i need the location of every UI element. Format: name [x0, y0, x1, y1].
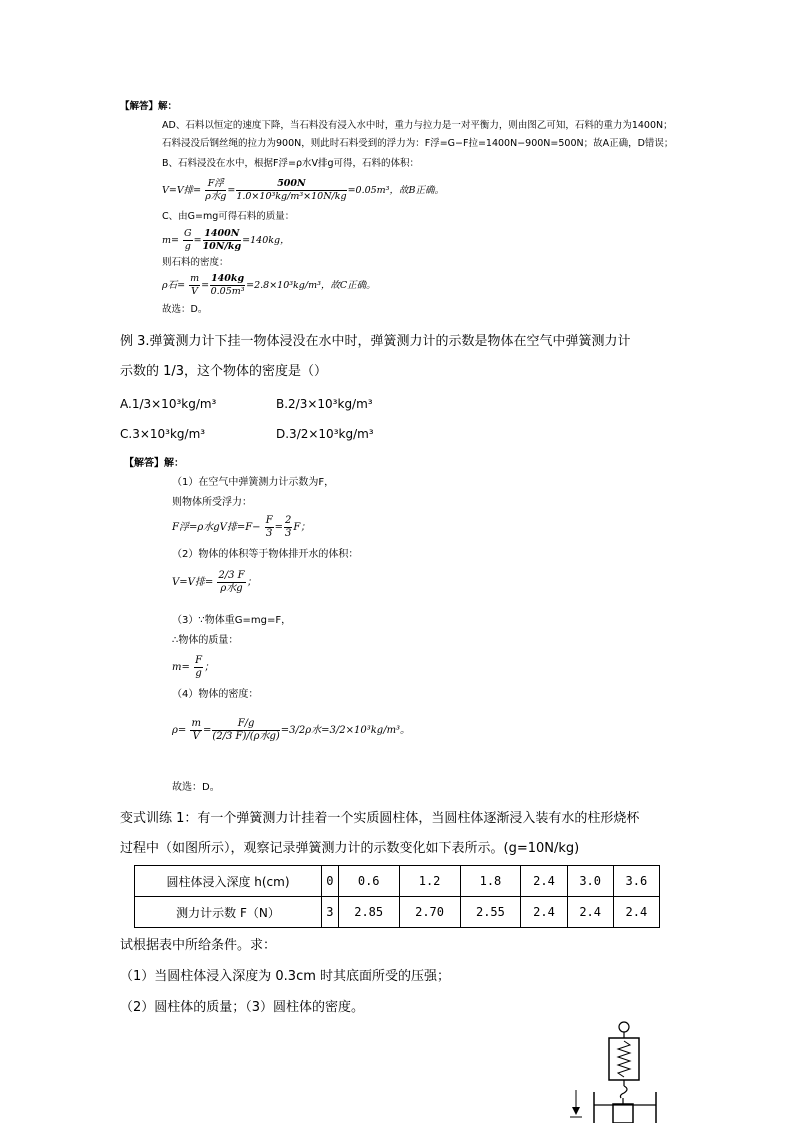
- option-d: D.3/2×10³kg/m³: [276, 427, 374, 441]
- table-cell: 2.55: [460, 897, 521, 928]
- cylinder: [613, 1104, 633, 1123]
- table-cell: 2.70: [399, 897, 460, 928]
- variant-text-line1: 变式训练 1：有一个弹簧测力计挂着一个实质圆柱体，当圆柱体逐渐浸入装有水的柱形烧杯: [120, 811, 640, 826]
- solution1-line2: 石料浸没后钢丝绳的拉力为900N，则此时石料受到的浮力为：F浮=G−F拉=1400N−900N=500N；故A正确，D错误；: [162, 138, 674, 149]
- variant-question1: （1）当圆柱体浸入深度为 0.3cm 时其底面所受的压强；: [120, 969, 451, 984]
- solution1-answer: 故选：D。: [162, 304, 208, 315]
- spring-scale-diagram: [560, 1018, 670, 1123]
- table-row: [135, 866, 660, 897]
- table-row: [135, 897, 660, 928]
- data-table: [134, 865, 660, 928]
- hook-ring: [619, 1022, 629, 1032]
- solution2-answer: 故选：D。: [172, 782, 220, 793]
- option-c: C.3×10³kg/m³: [120, 427, 206, 441]
- solution1-formula-volume: V=V排= $\frac{\text{F浮}}{\text{ρ水g}}$ = $\frac{500N}{\text{1.0×10³kg/m³×10N/kg}}$ =0.05m³，故B正确。: [162, 178, 444, 202]
- solution2-step1b: 则物体所受浮力：: [172, 497, 252, 508]
- solution2-step3: （3）∵物体重G=mg=F，: [172, 615, 292, 626]
- solution1-line1: AD、石料以恒定的速度下降，当石料没有浸入水中时，重力与拉力是一对平衡力，则由图乙可知，石料的重力为1400N；: [162, 120, 673, 131]
- variant-text-line3: 试根据表中所给条件。求：: [120, 938, 277, 953]
- row-header-force: 测力计示数 F（N）: [135, 897, 322, 928]
- example3-question-line2: 示数的 1/3，这个物体的密度是（）: [120, 364, 328, 379]
- solution1-line4: C、由G=mg可得石料的质量：: [162, 211, 295, 222]
- solution2-step1: （1）在空气中弹簧测力计示数为F，: [172, 477, 335, 488]
- hook: [620, 1086, 627, 1098]
- solution1-formula-density: ρ石= $\frac{m}{V}$ = $\frac{140kg}{\text{0.05m³}}$ =2.8×10³kg/m³，故C正确。: [162, 273, 376, 297]
- solution2-formula-volume: V=V排= $\frac{2/3 F}{\text{ρ水g}}$ ；: [172, 570, 257, 594]
- table-cell: 2.85: [338, 897, 399, 928]
- solution1-header: 【解答】解：: [120, 101, 178, 112]
- option-a: A.1/3×10³kg/m³: [120, 397, 217, 411]
- solution2-step2: （2）物体的体积等于物体排开水的体积：: [172, 549, 359, 560]
- solution2-step4: （4）物体的密度：: [172, 689, 259, 700]
- solution2-header: 【解答】解：: [124, 458, 184, 469]
- table-cell: 0.6: [338, 866, 399, 897]
- table-cell: 2.4: [521, 866, 567, 897]
- table-cell: 0: [322, 866, 339, 897]
- solution2-formula-buoyancy: F浮=ρ水gV排=F− $\frac{F}{3}$ = $\frac{2}{3}$ F；: [172, 515, 311, 539]
- table-cell: 1.8: [460, 866, 521, 897]
- variant-text-line2: 过程中（如图所示），观察记录弹簧测力计的示数变化如下表所示。(g=10N/kg): [120, 841, 580, 856]
- solution1-line5: 则石料的密度：: [162, 257, 229, 268]
- table-cell: 2.4: [613, 897, 659, 928]
- solution2-step3b: ∴物体的质量：: [172, 635, 239, 646]
- solution1-formula-mass: m= $\frac{G}{g}$ = $\frac{1400N}{10N/kg}$ =140kg，: [162, 228, 290, 252]
- variant-question2-3: （2）圆柱体的质量；（3）圆柱体的密度。: [120, 1000, 365, 1015]
- table-cell: 1.2: [399, 866, 460, 897]
- table-cell: 3.0: [567, 866, 613, 897]
- solution2-formula-density: ρ= $\frac{m}{V}$ = $\frac{F/g}{\text{(2/3 F)/(ρ水g)}}$ =3/2ρ水=3/2×10³kg/m³。: [172, 718, 411, 742]
- solution1-line3: B、石料浸没在水中，根据F浮=ρ水V排g可得，石料的体积：: [162, 158, 420, 169]
- row-header-depth: 圆柱体浸入深度 h(cm): [135, 866, 322, 897]
- spring-coil: [618, 1041, 630, 1077]
- table-cell: 2.4: [567, 897, 613, 928]
- option-b: B.2/3×10³kg/m³: [276, 397, 373, 411]
- table-cell: 3: [322, 897, 339, 928]
- table-cell: 2.4: [521, 897, 567, 928]
- table-cell: 3.6: [613, 866, 659, 897]
- example3-question-line1: 例 3.弹簧测力计下挂一物体浸没在水中时，弹簧测力计的示数是物体在空气中弹簧测力计: [120, 334, 631, 349]
- solution2-formula-mass: m= $\frac{F}{g}$ ；: [172, 655, 215, 679]
